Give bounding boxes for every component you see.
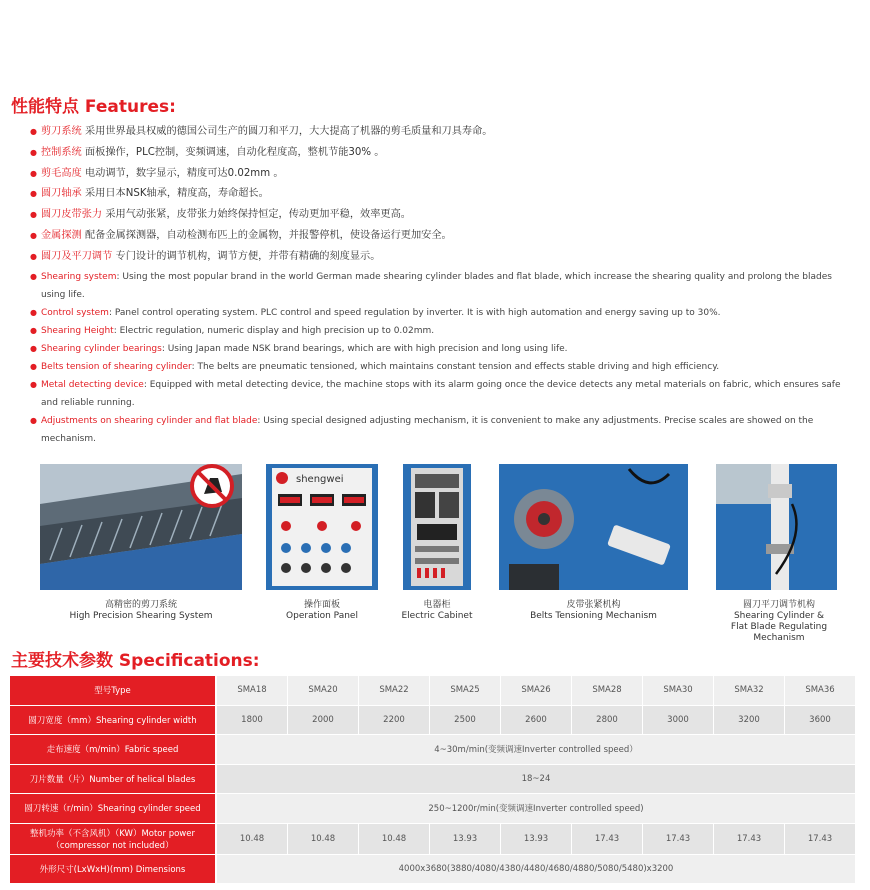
photo-caption: 高精密的剪刀系统 High Precision Shearing System — [69, 600, 213, 621]
features-en-list — [30, 268, 850, 448]
bullet-icon: ● — [30, 362, 37, 371]
bullet-icon: ● — [30, 416, 37, 425]
photo-caption: 电器柜 Electric Cabinet — [401, 600, 473, 621]
list-item: ● 剪刀系统 采用世界最具权威的德国公司生产的圆刀和平刀，大大提高了机器的剪毛质量和刀具寿命。 — [30, 122, 860, 143]
list-item: ● Adjustments on shearing cylinder and flat blade: Using special designed adjusting mechanism, it is convenient to make any adjustments. Precise scales are showed on the mechanism. — [30, 412, 850, 448]
list-item: ● 控制系统 面板操作，PLC控制，变频调速，自动化程度高，整机节能30% 。 — [30, 143, 860, 164]
table-row: 走布速度（m/min）Fabric speed 4~30m/min(变频调速Inverter controlled speed） — [10, 735, 856, 765]
table-row: 圆刀转速（r/min）Shearing cylinder speed 250~1200r/min(变频调速Inverter controlled speed) — [10, 794, 856, 824]
bullet-icon: ● — [30, 168, 37, 178]
spec-table — [10, 676, 856, 884]
brand-name: shengwei — [296, 474, 344, 485]
photo-caption: 圆刀平刀调节机构 Shearing Cylinder & Flat Blade Regulating Mechanism — [730, 600, 828, 643]
bullet-icon: ● — [30, 189, 37, 199]
table-row: 外形尺寸(LxWxH)(mm) Dimensions 4000x3680(3880/4080/4380/4480/4680/4880/5080/5480)x3200 — [10, 855, 856, 885]
photo-belts-tensioning — [499, 464, 688, 590]
table-row: 刀片数量（片）Number of helical blades 18~24 — [10, 765, 856, 795]
list-item: ● 剪毛高度 电动调节，数字显示，精度可达0.02mm 。 — [30, 164, 860, 185]
table-row: 整机功率（不含风机）（KW）Motor power （compressor not included） 10.48 10.48 10.48 13.93 13.93 17.43 17.43 17.43 17.43 — [10, 824, 856, 855]
bullet-icon: ● — [30, 127, 37, 136]
photo-regulating-mechanism — [716, 464, 837, 590]
list-item: ● Shearing Height: Electric regulation, numeric display and high precision up to 0.02mm. — [30, 322, 850, 340]
features-title: 性能特点 Features: — [11, 97, 176, 117]
bullet-icon: ● — [30, 272, 37, 281]
bullet-icon: ● — [30, 326, 37, 335]
bullet-icon: ● — [30, 147, 37, 157]
list-item: ● 金属探测 配备金属探测器，自动检测布匹上的金属物，并报警停机，使设备运行更加安全。 — [30, 226, 860, 247]
bullet-icon: ● — [30, 344, 37, 353]
list-item: ● Shearing system: Using the most popular brand in the world German made shearing cylinder blades and flat blade, which increase the shearing quality and prolong the blades using life. — [30, 268, 850, 304]
table-row: 型号Type SMA18 SMA20 SMA22 SMA25 SMA26 SMA28 SMA30 SMA32 SMA36 — [10, 676, 856, 706]
table-row: 圆刀宽度（mm）Shearing cylinder width 1800 2000 2200 2500 2600 2800 3000 3200 3600 — [10, 706, 856, 736]
photo-electric-cabinet — [403, 464, 471, 590]
list-item: ● Metal detecting device: Equipped with metal detecting device, the machine stops with its alarm going once the device detects any metal materials on fabric, which ensures safe and reliable running. — [30, 376, 850, 412]
brand-logo-icon — [276, 472, 288, 484]
bullet-icon: ● — [30, 380, 37, 389]
bullet-icon: ● — [30, 308, 37, 317]
warning-sign-icon — [192, 466, 232, 506]
photo-caption: 操作面板 Operation Panel — [286, 600, 358, 621]
list-item: ● 圆刀及平刀调节 专门设计的调节机构，调节方便，并带有精确的刻度显示。 — [30, 247, 860, 268]
photo-caption: 皮带张紧机构 Belts Tensioning Mechanism — [530, 600, 657, 621]
bullet-icon: ● — [30, 251, 37, 261]
list-item: ● Belts tension of shearing cylinder: The belts are pneumatic tensioned, which maintains constant tension and effects stable driving and high efficiency. — [30, 358, 850, 376]
list-item: ● 圆刀轴承 采用日本NSK轴承，精度高，寿命超长。 — [30, 184, 860, 205]
list-item: ● Shearing cylinder bearings: Using Japan made NSK brand bearings, which are with high precision and long using life. — [30, 340, 850, 358]
photo-shearing-system — [40, 464, 242, 590]
bullet-icon: ● — [30, 230, 37, 240]
list-item: ● 圆刀皮带张力 采用气动张紧，皮带张力始终保持恒定，传动更加平稳，效率更高。 — [30, 205, 860, 226]
features-cn-list — [30, 122, 860, 268]
specifications-title: 主要技术参数 Specifications: — [11, 651, 260, 671]
photo-operation-panel — [266, 464, 378, 590]
bullet-icon: ● — [30, 210, 37, 220]
list-item: ● Control system: Panel control operating system. PLC control and speed regulation by inverter. It is with high automation and energy saving up to 30%. — [30, 304, 850, 322]
